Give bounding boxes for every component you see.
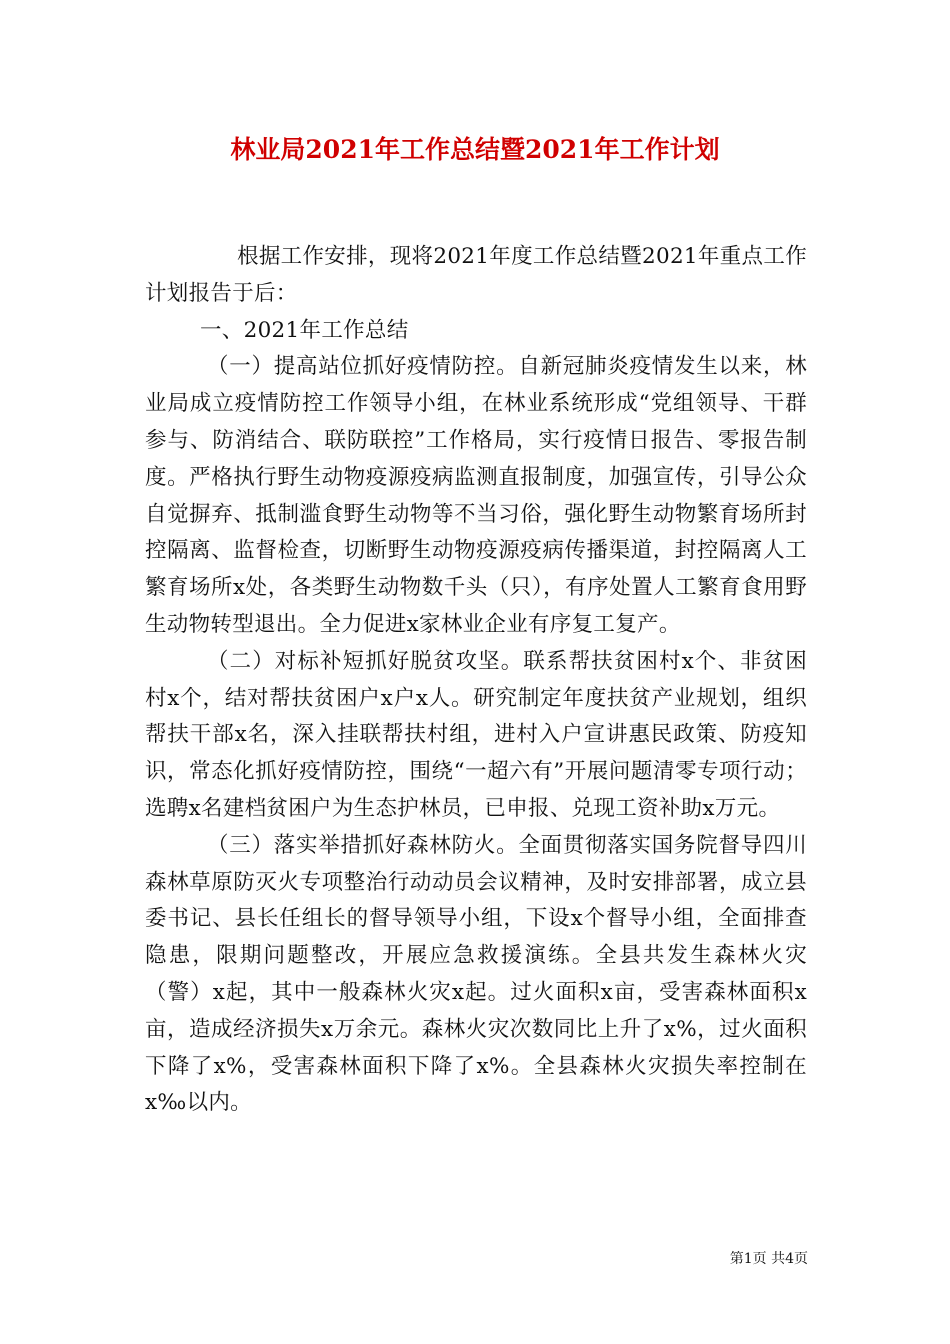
paragraph-forest-fire-prevention: （三）落实举措抓好森林防火。全面贯彻落实国务院督导四川森林草原防灭火专项整治行动动员会议精神，及时安排部署，成立县委书记、县长任组长的督导领导小组，下设x个督导小组，全面排查隐患，限期问题整改，开展应急救援演练。全县共发生森林火灾（警）x起，其中一般森林火灾x起。过火面积x亩，受害森林面积x亩，造成经济损失x万余元。森林火灾次数同比上升了x%，过火面积下降了x%，受害森林面积下降了x%。全县森林火灾损失率控制在x‰以内。 <box>145 832 807 1116</box>
paragraph-poverty-alleviation: （二）对标补短抓好脱贫攻坚。联系帮扶贫困村x个、非贫困村x个，结对帮扶贫困户x户x人。研究制定年度扶贫产业规划，组织帮扶干部x名，深入挂联帮扶村组，进村入户宣讲惠民政策、防疫知识，常态化抓好疫情防控，围绕“一超六有”开展问题清零专项行动；选聘x名建档贫困户为生态护林员，已申报、兑现工资补助x万元。 <box>145 648 807 821</box>
intro-paragraph: 根据工作安排，现将2021年度工作总结暨2021年重点工作计划报告于后： <box>145 244 807 306</box>
page-number-footer: 第1页 共4页 <box>729 1251 808 1267</box>
section-heading: 一、2021年工作总结 <box>200 317 409 343</box>
paragraph-epidemic-control: （一）提高站位抓好疫情防控。自新冠肺炎疫情发生以来，林业局成立疫情防控工作领导小组，在林业系统形成“党组领导、干群参与、防消结合、联防联控”工作格局，实行疫情日报告、零报告制度。严格执行野生动物疫源疫病监测直报制度，加强宣传，引导公众自觉摒弃、抵制滥食野生动物等不当习俗，强化野生动物繁育场所封控隔离、监督检查，切断野生动物疫源疫病传播渠道，封控隔离人工繁育场所x处，各类野生动物数千头（只），有序处置人工繁育食用野生动物转型退出。全力促进x家林业企业有序复工复产。 <box>145 354 807 637</box>
document-title: 林业局2021年工作总结暨2021年工作计划 <box>230 135 720 164</box>
document-body <box>145 239 807 1122</box>
